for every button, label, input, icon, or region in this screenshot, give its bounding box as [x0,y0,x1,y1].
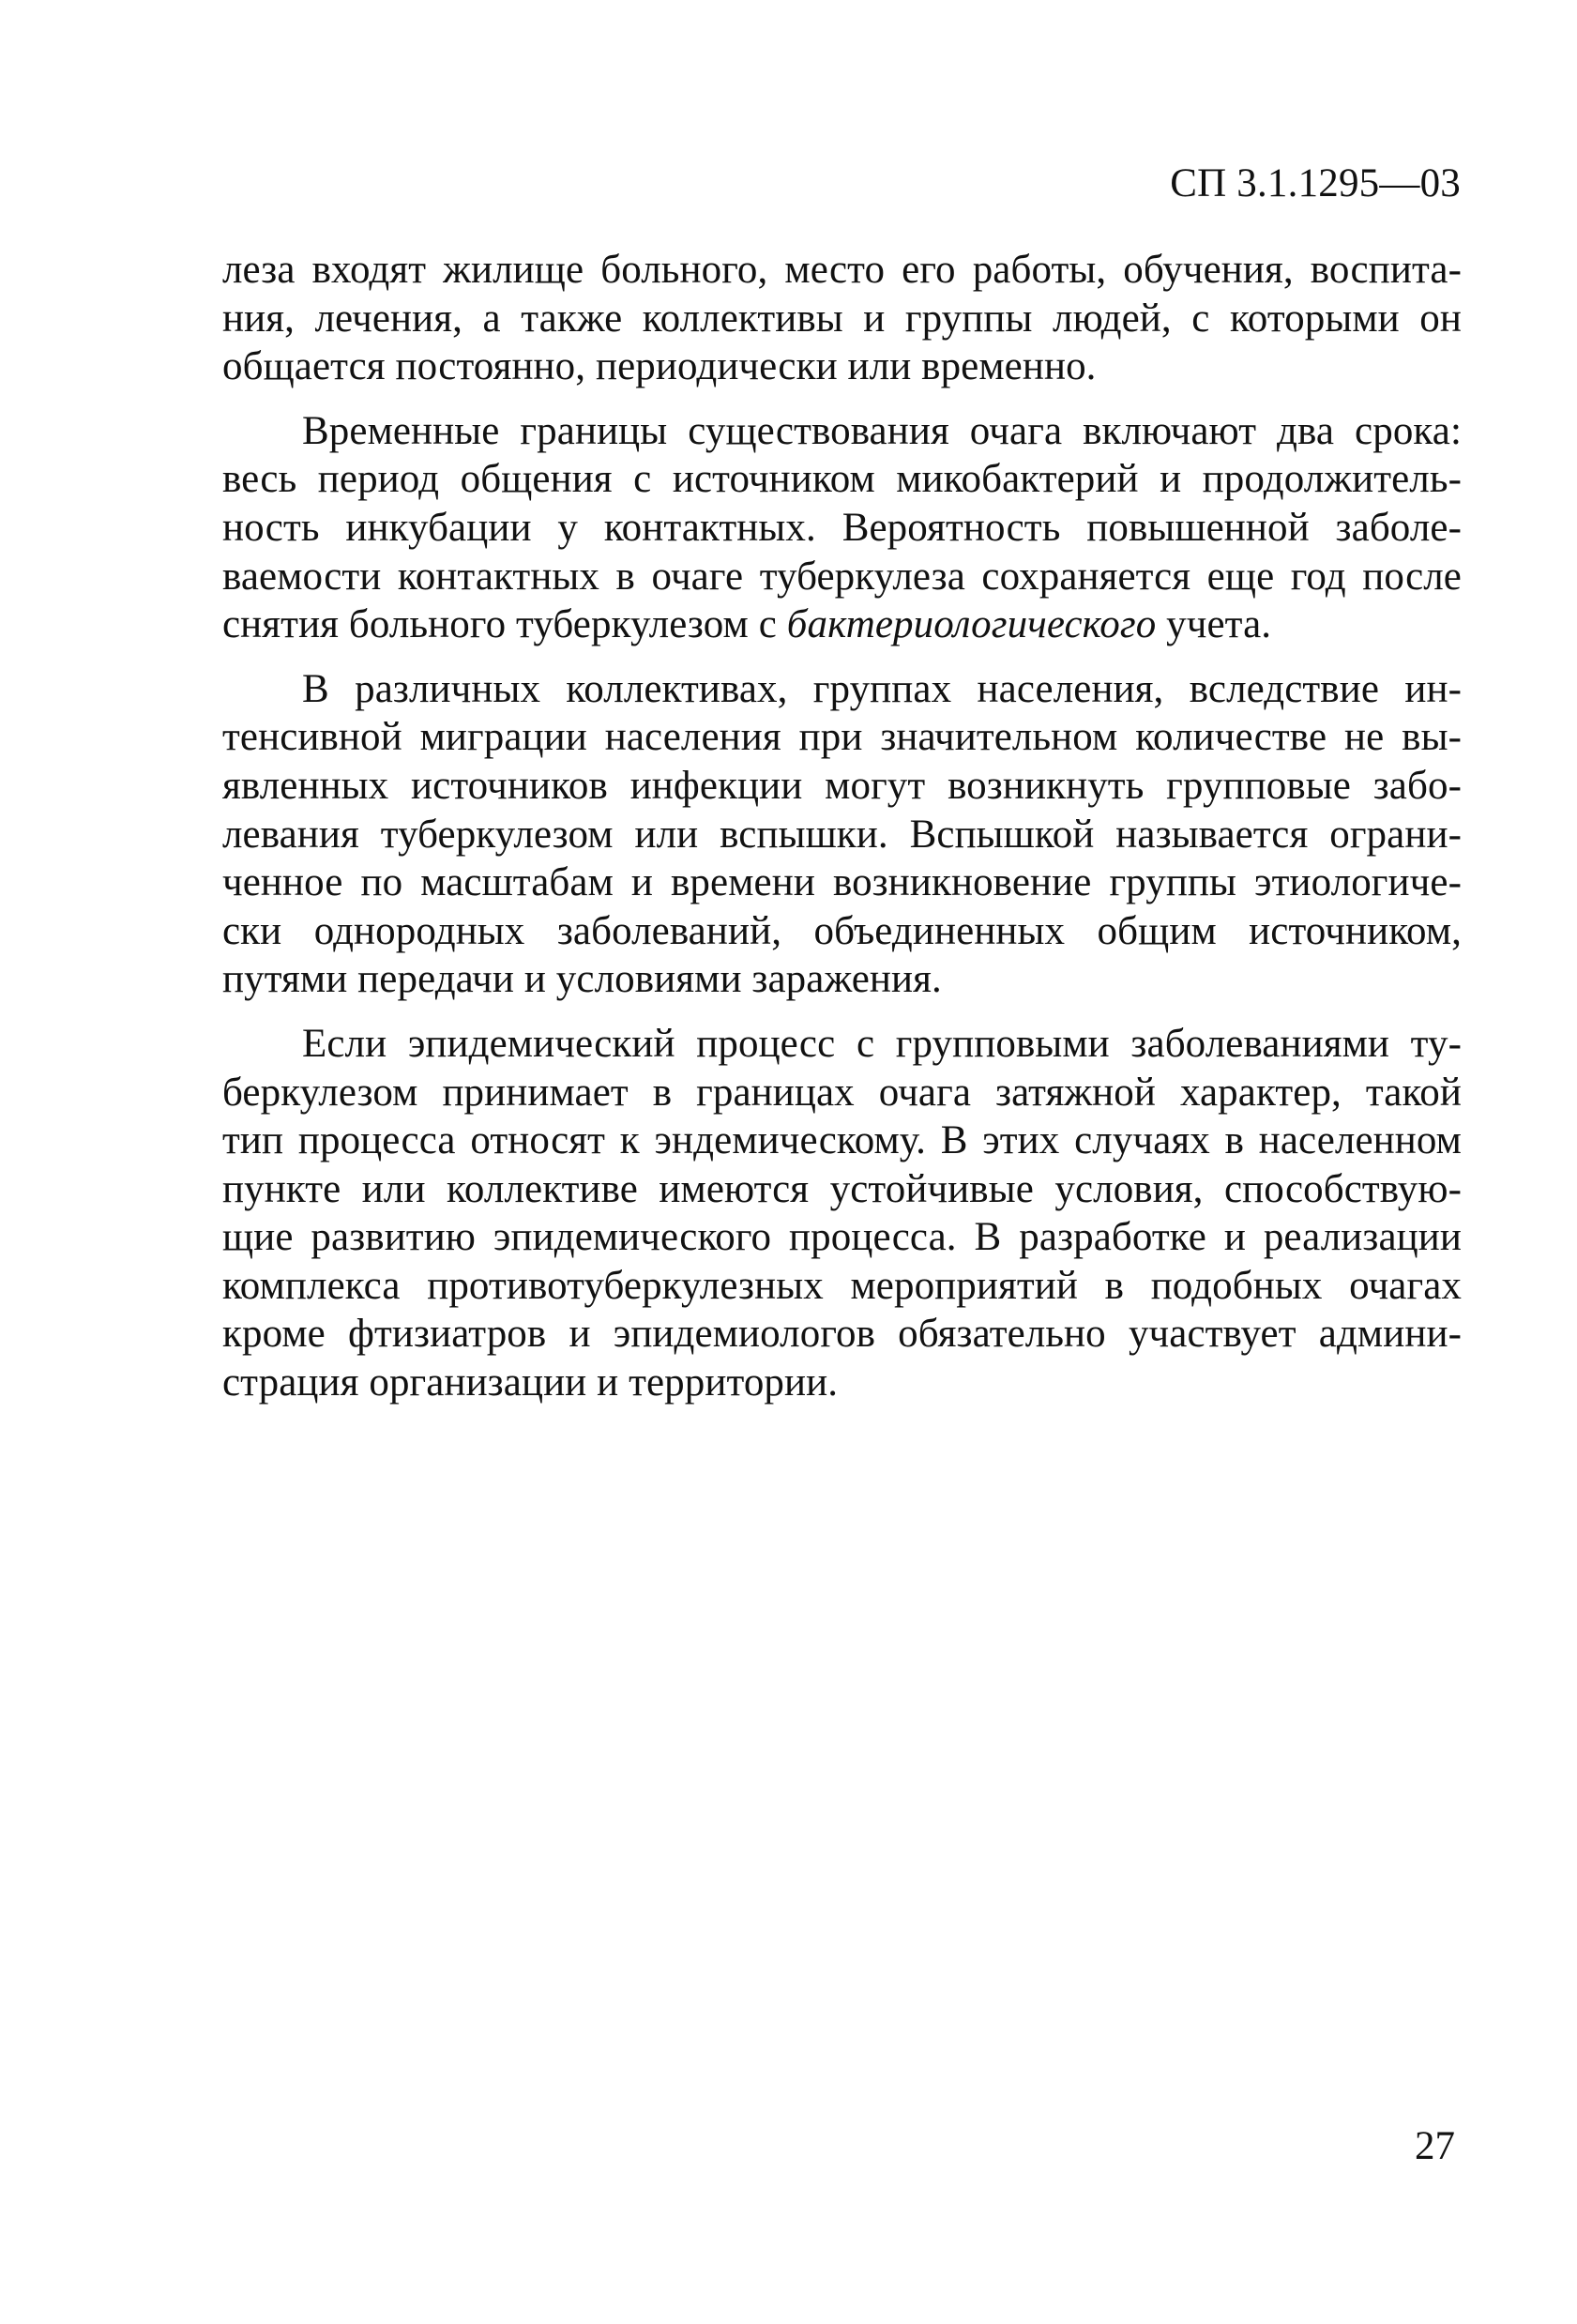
paragraph [222,407,1462,649]
paragraph [222,665,1462,1004]
text-line: снятия больного туберкулезом с бактериологического учета. [222,602,1272,647]
text-line: В различных коллективах, группах населения, вследствие ин- [302,666,1462,711]
text-line: ваемости контактных в очаге туберкулеза сохраняется еще год после [222,554,1462,599]
text-line: ния, лечения, а также коллективы и группы людей, с которыми он [222,296,1462,341]
text-line: общается постоянно, периодически или временно. [222,344,1097,389]
text-line: тенсивной миграции населения при значительном количестве не вы- [222,715,1462,760]
text-line: ченное по масштабам и времени возникновение группы этиологиче- [222,860,1462,905]
text-line: ски однородных заболеваний, объединенных общим источником, [222,908,1462,953]
text-line: страция организации и территории. [222,1360,839,1405]
text-line: Временные границы существования очага включают два срока: [302,408,1462,453]
text-line: Если эпидемический процесс с групповыми заболеваниями ту- [302,1021,1462,1066]
page-number: 27 [1415,2124,1455,2168]
text-line: весь период общения с источником микобактерий и продолжитель- [222,457,1462,502]
text-line: щие развитию эпидемического процесса. В разработке и реализации [222,1215,1462,1260]
text-line: явленных источников инфекции могут возникнуть групповые забо- [222,763,1462,808]
italic-term: бактериологического [786,602,1157,647]
text-line: пункте или коллективе имеются устойчивые условия, способствую- [222,1166,1462,1211]
document-code-header: СП 3.1.1295—03 [1170,161,1461,205]
text-line: кроме фтизиатров и эпидемиологов обязательно участвует админи- [222,1312,1462,1357]
text-line: тип процесса относят к эндемическому. В этих случаях в населенном [222,1118,1462,1163]
body-text [222,246,1462,1423]
text-line: путями передачи и условиями заражения. [222,957,942,1002]
paragraph [222,246,1462,391]
text-line: ность инкубации у контактных. Вероятность повышенной заболе- [222,505,1462,550]
text-line: левания туберкулезом или вспышки. Вспышкой называется ограни- [222,812,1462,857]
text-line: комплекса противотуберкулезных мероприятий в подобных очагах [222,1263,1462,1308]
text-line: беркулезом принимает в границах очага затяжной характер, такой [222,1070,1462,1115]
paragraph [222,1020,1462,1407]
text-line: леза входят жилище больного, место его работы, обучения, воспита- [222,248,1462,292]
